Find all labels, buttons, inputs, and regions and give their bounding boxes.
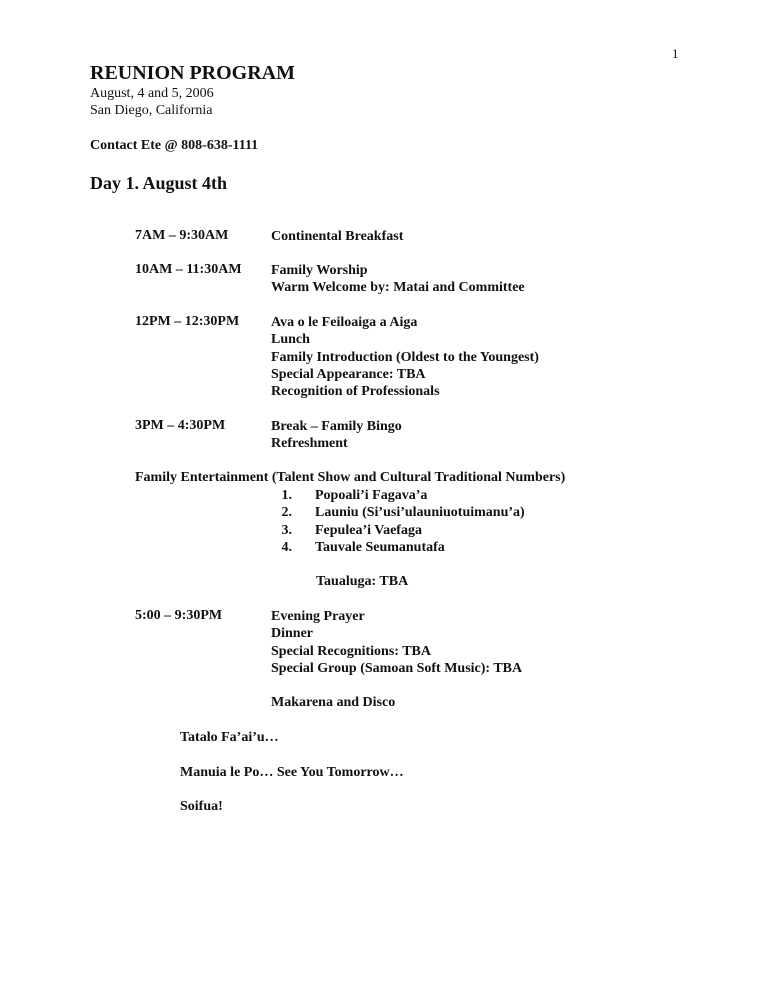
taualuga: Taualuga: TBA [316,574,409,589]
schedule-time: 3PM – 4:30PM [135,418,226,433]
schedule-items [271,608,522,677]
schedule-item: Special Appearance: TBA [271,366,426,382]
list-number: 2. [281,505,292,521]
page-number: 1 [672,46,679,61]
schedule-time: 12PM – 12:30PM [135,314,240,329]
list-text: Popoali’i Fagava’a [315,488,428,503]
list-text: Tauvale Seumanutafa [315,539,445,555]
closing-line: Manuia le Po… See You Tomorrow… [180,765,404,780]
day-heading: Day 1. August 4th [90,173,228,193]
schedule-item: Recognition of Professionals [271,384,440,400]
schedule-items [271,314,539,400]
list-item [270,504,525,521]
list-item [270,487,525,504]
document-title: REUNION PROGRAM [90,62,295,84]
list-text: Launiu (Si’usi’ulauniuotuimanu’a) [315,505,525,521]
event-dates: August, 4 and 5, 2006 [90,86,214,101]
schedule-items [271,228,403,245]
schedule-items [271,418,402,453]
evening-extra: Makarena and Disco [271,695,396,710]
schedule-item: Dinner [271,626,313,642]
list-item [270,539,525,556]
schedule-item: Break – Family Bingo [271,419,402,434]
schedule-item: Refreshment [271,436,348,452]
schedule-time: 5:00 – 9:30PM [135,608,223,623]
schedule-items [271,262,525,297]
schedule-item: Lunch [271,332,310,348]
list-item [270,522,525,539]
schedule-item: Warm Welcome by: Matai and Committee [271,280,525,296]
list-number: 1. [281,488,292,503]
schedule-item: Special Group (Samoan Soft Music): TBA [271,660,523,676]
schedule-item: Family Introduction (Oldest to the Youngest) [271,349,539,365]
schedule-item: Family Worship [271,263,368,278]
event-location: San Diego, California [90,103,213,118]
schedule-time: 10AM – 11:30AM [135,262,242,277]
entertainment-list [270,487,525,556]
schedule-item: Ava o le Feiloaiga a Aiga [271,315,418,330]
schedule-item: Evening Prayer [271,609,365,624]
list-number: 3. [281,522,292,538]
closing-line: Tatalo Fa’ai’u… [180,730,279,745]
schedule-item: Continental Breakfast [271,229,404,244]
contact-info: Contact Ete @ 808-638-1111 [90,138,259,153]
schedule-time: 7AM – 9:30AM [135,228,229,243]
list-number: 4. [281,539,292,555]
entertainment-heading: Family Entertainment (Talent Show and Cultural Traditional Numbers) [135,470,566,485]
list-text: Fepulea’i Vaefaga [315,522,422,538]
closing-line: Soifua! [180,799,223,814]
schedule-item: Special Recognitions: TBA [271,643,431,659]
